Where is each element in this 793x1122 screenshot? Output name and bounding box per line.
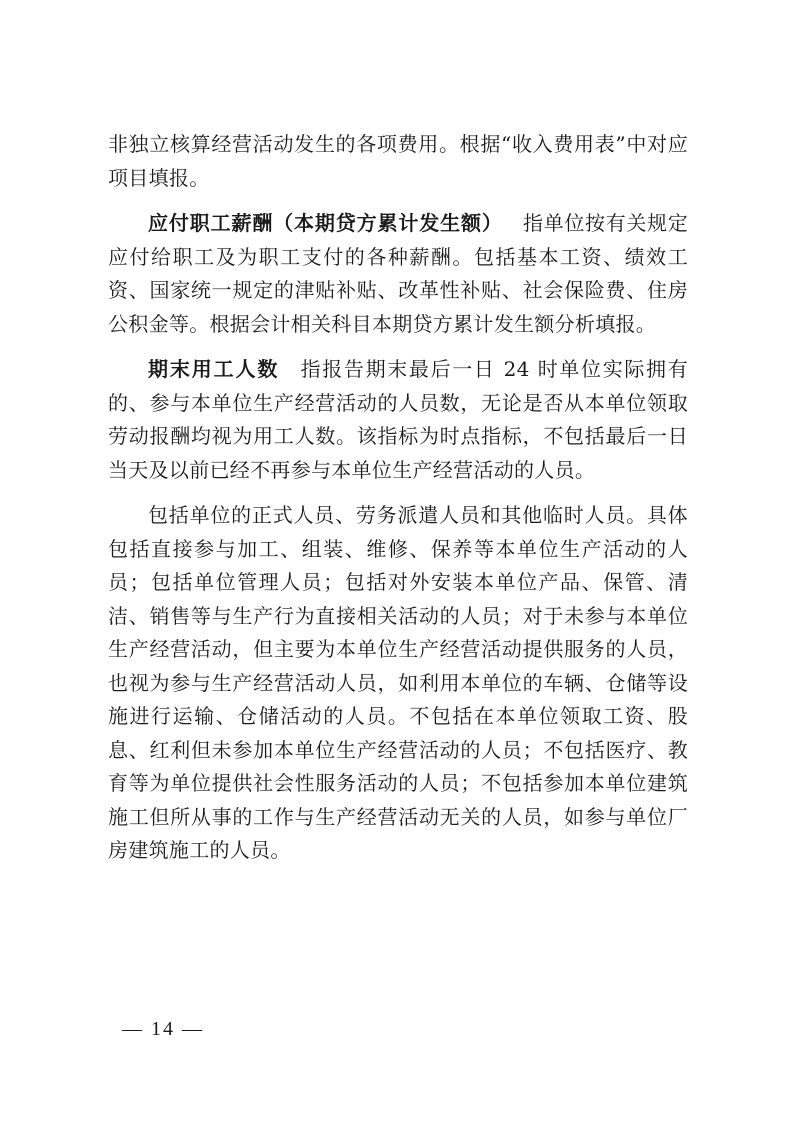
paragraph-payroll-definition — [108, 207, 688, 341]
term-heading: 应付职工薪酬（本期贷方累计发生额） — [148, 211, 503, 235]
document-body — [108, 128, 688, 868]
paragraph-text: 非独立核算经营活动发生的各项费用。根据“收入费用表”中对应项目填报。 — [108, 132, 688, 190]
paragraph-text: 指单位按有关规定应付给职工及为职工支付的各种薪酬。包括基本工资、绩效工资、国家统一规定的津贴补贴、改革性补贴、社会保险费、住房公积金等。根据会计相关科目本期贷方累计发生额分析填报。 — [108, 211, 688, 336]
paragraph-expense-continuation — [108, 128, 688, 195]
page-number: — 14 — — [122, 1018, 204, 1040]
term-heading: 期末用工人数 — [148, 357, 280, 381]
paragraph-employee-count-definition — [108, 353, 688, 487]
paragraph-text: 包括单位的正式人员、劳务派遣人员和其他临时人员。具体包括直接参与加工、组装、维修、保养等本单位生产活动的人员；包括单位管理人员；包括对外安装本单位产品、保管、清洁、销售等与生产行为直接相关活动的人员；对于未参与本单位生产经营活动，但主要为本单位生产经营活动提供服务的人员，也视为参与生产经营活动人员，如利用本单位的车辆、仓储等设施进行运输、仓储活动的人员。不包括在本单位领取工资、股息、红利但未参加本单位生产经营活动的人员；不包括医疗、教育等为单位提供社会性服务活动的人员；不包括参加本单位建筑施工但所从事的工作与生产经营活动无关的人员，如参与单位厂房建筑施工的人员。 — [108, 503, 688, 862]
paragraph-employee-scope — [108, 499, 688, 868]
paragraph-text: 指报告期末最后一日 24 时单位实际拥有的、参与本单位生产经营活动的人员数，无论是否从本单位领取劳动报酬均视为用工人数。该指标为时点指标，不包括最后一日当天及以前已经不再参与本单位生产经营活动的人员。 — [108, 357, 689, 482]
